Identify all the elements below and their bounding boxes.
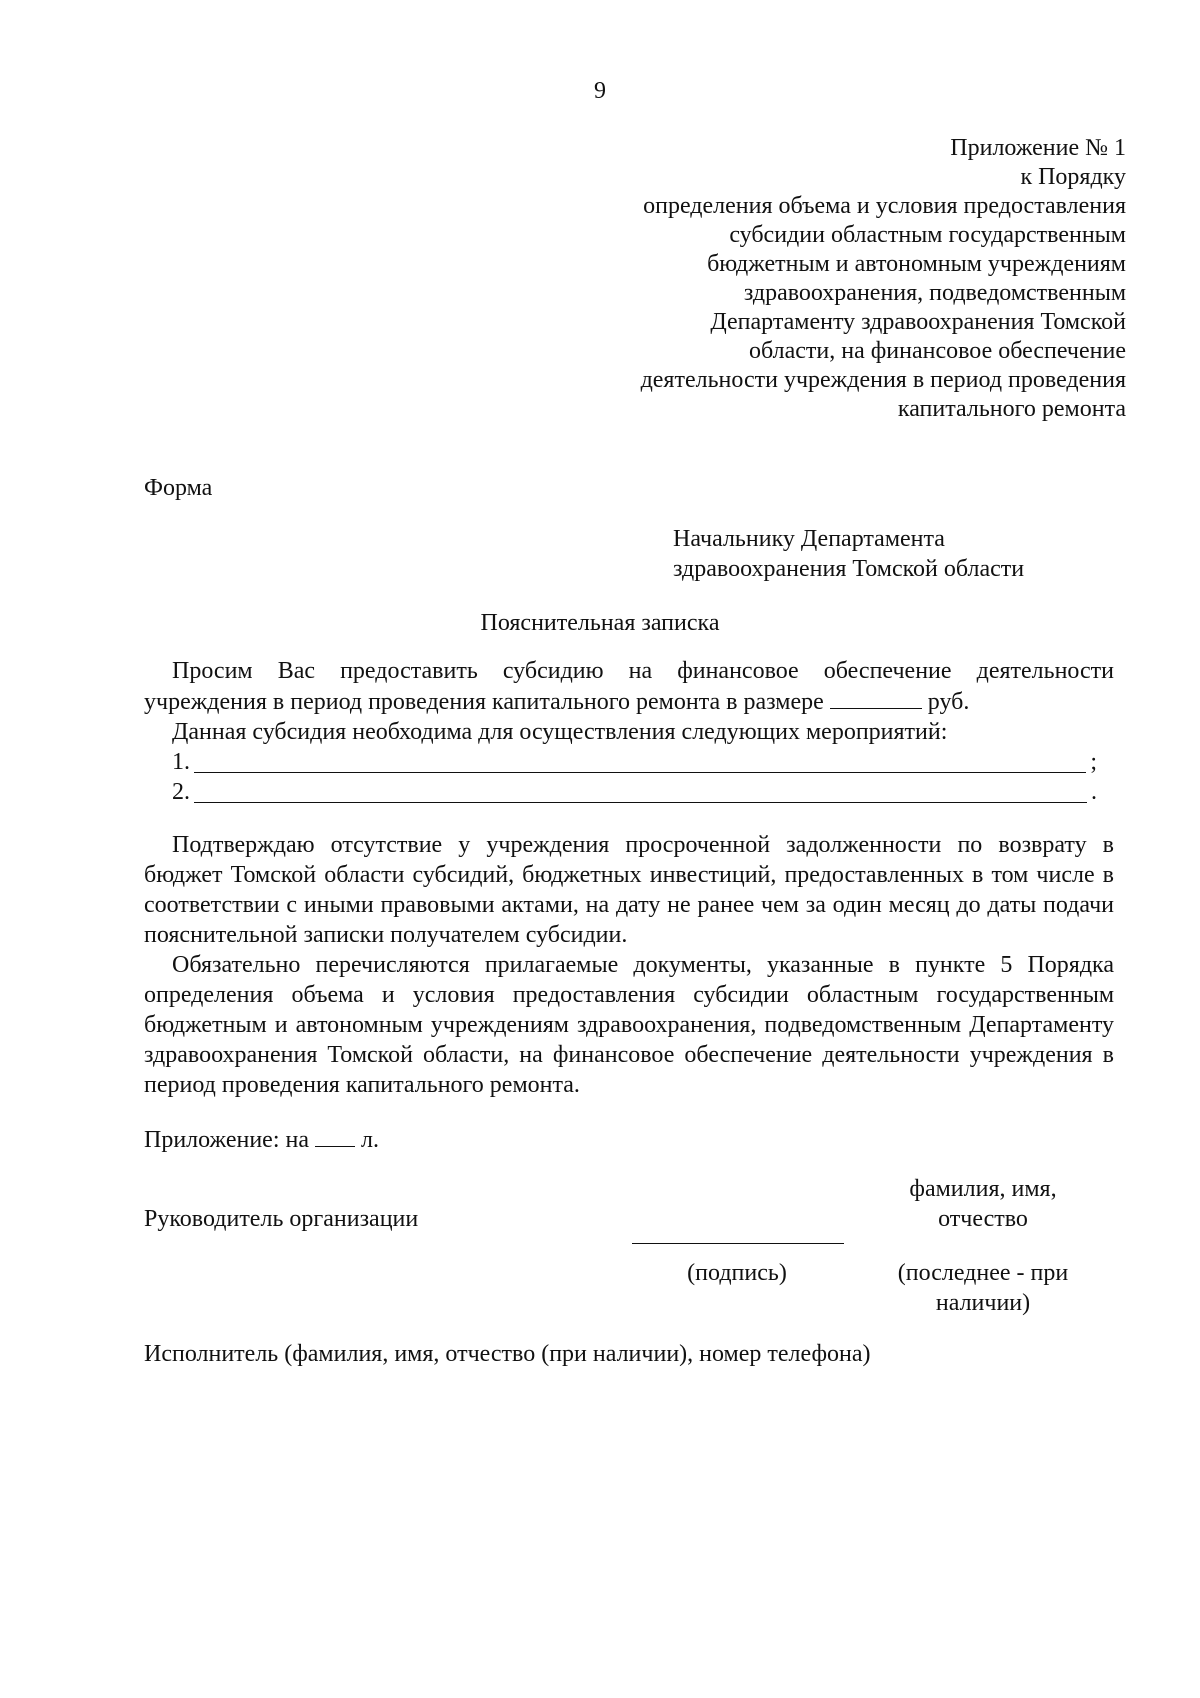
addressee-line: Начальнику Департамента bbox=[673, 526, 945, 552]
appendix-header bbox=[560, 134, 1126, 424]
appendix-line: деятельности учреждения в период проведения bbox=[640, 367, 1126, 393]
request-amount-line bbox=[144, 686, 1114, 717]
request-section bbox=[144, 656, 1114, 807]
appendix-line: Департаменту здравоохранения Томской bbox=[710, 309, 1126, 335]
fio-caption bbox=[868, 1174, 1098, 1234]
signature-caption: (подпись) bbox=[687, 1260, 787, 1286]
appendix-line: к Порядку bbox=[1020, 164, 1126, 190]
signature-line[interactable] bbox=[632, 1243, 844, 1244]
attachment-pages-blank[interactable] bbox=[315, 1124, 355, 1147]
item-blank[interactable] bbox=[194, 780, 1087, 803]
patronymic-caption-line: наличии) bbox=[935, 1290, 1031, 1316]
patronymic-caption-line: (последнее - при bbox=[897, 1260, 1069, 1286]
item-blank[interactable] bbox=[194, 750, 1086, 773]
form-label: Форма bbox=[144, 475, 213, 501]
fio-caption-line: отчество bbox=[938, 1206, 1028, 1232]
documents-paragraph: Обязательно перечисляются прилагаемые документы, указанные в пункте 5 Порядка определения объема и условия предоставления субсидии областным государственным бюджетным и автономным учреждениям здравоохранения, подведомственным Департаменту здравоохранения Томской области, на финансовое обеспечение деятельности учреждения в период проведения капитального ремонта. bbox=[144, 952, 1114, 1098]
currency-label: руб. bbox=[927, 689, 970, 715]
appendix-line: здравоохранения, подведомственным bbox=[743, 280, 1126, 306]
appendix-line: бюджетным и автономным учреждениям bbox=[707, 251, 1126, 277]
item-number: 2. bbox=[172, 779, 190, 805]
fio-caption-line: фамилия, имя, bbox=[909, 1176, 1057, 1202]
appendix-line: Приложение № 1 bbox=[950, 135, 1126, 161]
item-number: 1. bbox=[172, 749, 190, 775]
addressee bbox=[673, 524, 1133, 584]
request-line: Данная субсидия необходима для осуществления следующих мероприятий: bbox=[172, 719, 948, 745]
note-title: Пояснительная записка bbox=[480, 610, 720, 636]
appendix-line: капитального ремонта bbox=[897, 396, 1126, 422]
appendix-line: определения объема и условия предоставления bbox=[643, 193, 1126, 219]
confirmation-paragraph: Подтверждаю отсутствие у учреждения просроченной задолженности по возврату в бюджет Томской области субсидий, бюджетных инвестиций, предоставленных в том числе в соответствии с иными правовыми актами, на дату не ранее чем за один месяц до даты подачи пояснительной записки получателем субсидии. bbox=[144, 832, 1114, 948]
appendix-line: субсидии областным государственным bbox=[729, 222, 1126, 248]
item-end: ; bbox=[1090, 749, 1097, 775]
patronymic-caption bbox=[868, 1258, 1098, 1318]
attachment-unit: л. bbox=[360, 1127, 379, 1153]
amount-blank[interactable] bbox=[830, 686, 922, 709]
executor-line: Исполнитель (фамилия, имя, отчество (при наличии), номер телефона) bbox=[144, 1341, 871, 1367]
attachment-line bbox=[144, 1124, 1114, 1155]
list-item bbox=[144, 747, 1097, 777]
head-label: Руководитель организации bbox=[144, 1206, 419, 1232]
list-item bbox=[144, 777, 1097, 807]
addressee-line: здравоохранения Томской области bbox=[673, 556, 1025, 582]
request-line: Просим Вас предоставить субсидию на финансовое обеспечение деятельности bbox=[172, 658, 1114, 684]
attachment-label: Приложение: на bbox=[144, 1127, 309, 1153]
request-line: учреждения в период проведения капитального ремонта в размере bbox=[144, 689, 824, 715]
page-number: 9 bbox=[594, 78, 606, 104]
appendix-line: области, на финансовое обеспечение bbox=[749, 338, 1126, 364]
item-end: . bbox=[1091, 779, 1097, 805]
